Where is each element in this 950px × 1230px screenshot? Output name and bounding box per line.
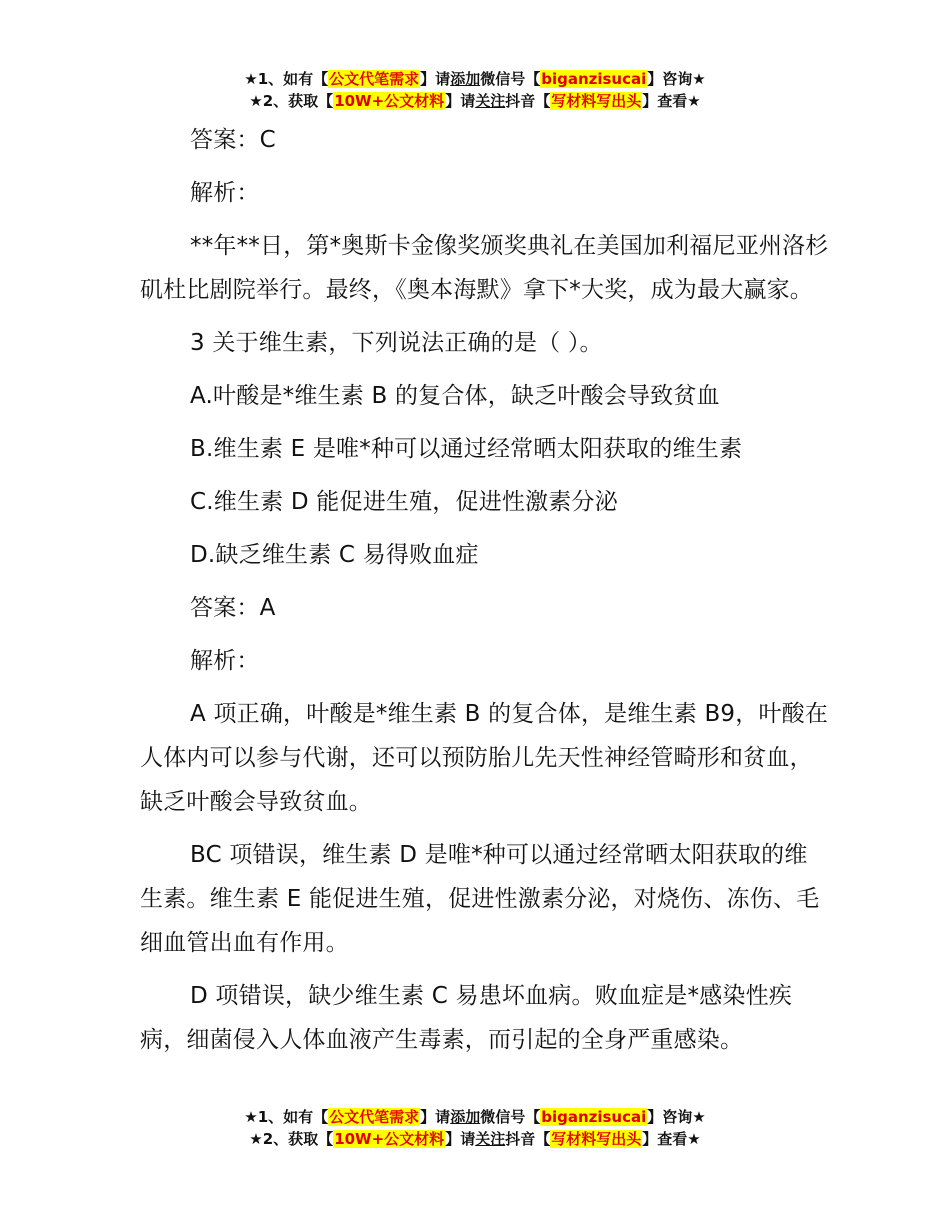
banner-text: ★2、获取【: [249, 92, 334, 110]
highlight-text: 10W+公文材料: [334, 92, 445, 110]
wechat-id: biganzisucai: [541, 1108, 647, 1126]
banner-text: 微信号【: [480, 70, 541, 88]
banner-text: 】咨询★: [647, 1108, 706, 1126]
wechat-id: biganzisucai: [541, 70, 647, 88]
option-c: C.维生素 D 能促进生殖，促进性激素分泌: [190, 489, 618, 515]
douyin-account: 写材料写出头: [551, 1130, 642, 1148]
banner-text: 抖音【: [505, 92, 551, 110]
banner-text: 】咨询★: [647, 70, 706, 88]
banner-text: 】请: [420, 1108, 451, 1126]
banner-line-2: [0, 90, 950, 112]
banner-text: 】请: [445, 1130, 476, 1148]
douyin-account: 写材料写出头: [551, 92, 642, 110]
underlined-text: 关注: [475, 92, 506, 110]
footer-banner: [0, 1106, 950, 1150]
analysis-paragraph: BC 项错误，维生素 D 是唯*种可以通过经常晒太阳获取的维生素。维生素 E 能促进生殖，促进性激素分泌，对烧伤、冻伤、毛细血管出血有作用。: [140, 842, 820, 956]
analysis-paragraph: D 项错误，缺少维生素 C 易患坏血病。败血症是*感染性疾病，细菌侵入人体血液产生毒素，而引起的全身严重感染。: [140, 983, 793, 1053]
banner-text: 】请: [445, 92, 476, 110]
analysis-label: 解析：: [190, 180, 260, 206]
analysis-paragraph: A 项正确，叶酸是*维生素 B 的复合体，是维生素 B9，叶酸在人体内可以参与代谢，还可以预防胎儿先天性神经管畸形和贫血，缺乏叶酸会导致贫血。: [140, 701, 829, 815]
banner-line-1: [0, 1106, 950, 1128]
analysis-label: 解析：: [190, 648, 260, 674]
option-a: A.叶酸是*维生素 B 的复合体，缺乏叶酸会导致贫血: [190, 383, 720, 409]
banner-text: 】查看★: [642, 1130, 701, 1148]
header-banner: [0, 68, 950, 112]
banner-text: ★1、如有【: [244, 70, 329, 88]
document-body: [140, 118, 830, 1071]
banner-text: ★2、获取【: [249, 1130, 334, 1148]
underlined-text: 添加: [450, 70, 481, 88]
underlined-text: 添加: [450, 1108, 481, 1126]
banner-line-1: [0, 68, 950, 90]
highlight-text: 公文代笔需求: [329, 1108, 420, 1126]
banner-text: 】查看★: [642, 92, 701, 110]
option-d: D.缺乏维生素 C 易得败血症: [190, 542, 479, 568]
option-b: B.维生素 E 是唯*种可以通过经常晒太阳获取的维生素: [190, 436, 743, 462]
banner-text: ★1、如有【: [244, 1108, 329, 1126]
banner-text: 抖音【: [505, 1130, 551, 1148]
answer-label: 答案：A: [190, 595, 276, 621]
banner-text: 】请: [420, 70, 451, 88]
highlight-text: 10W+公文材料: [334, 1130, 445, 1148]
underlined-text: 关注: [475, 1130, 506, 1148]
banner-line-2: [0, 1128, 950, 1150]
highlight-text: 公文代笔需求: [329, 70, 420, 88]
question-stem: 3 关于维生素，下列说法正确的是（ ）。: [190, 330, 603, 356]
answer-label: 答案：C: [190, 127, 276, 153]
analysis-paragraph: **年**日，第*奥斯卡金像奖颁奖典礼在美国加利福尼亚州洛杉矶杜比剧院举行。最终，《奥本海默》拿下*大奖，成为最大赢家。: [140, 233, 829, 303]
banner-text: 微信号【: [480, 1108, 541, 1126]
